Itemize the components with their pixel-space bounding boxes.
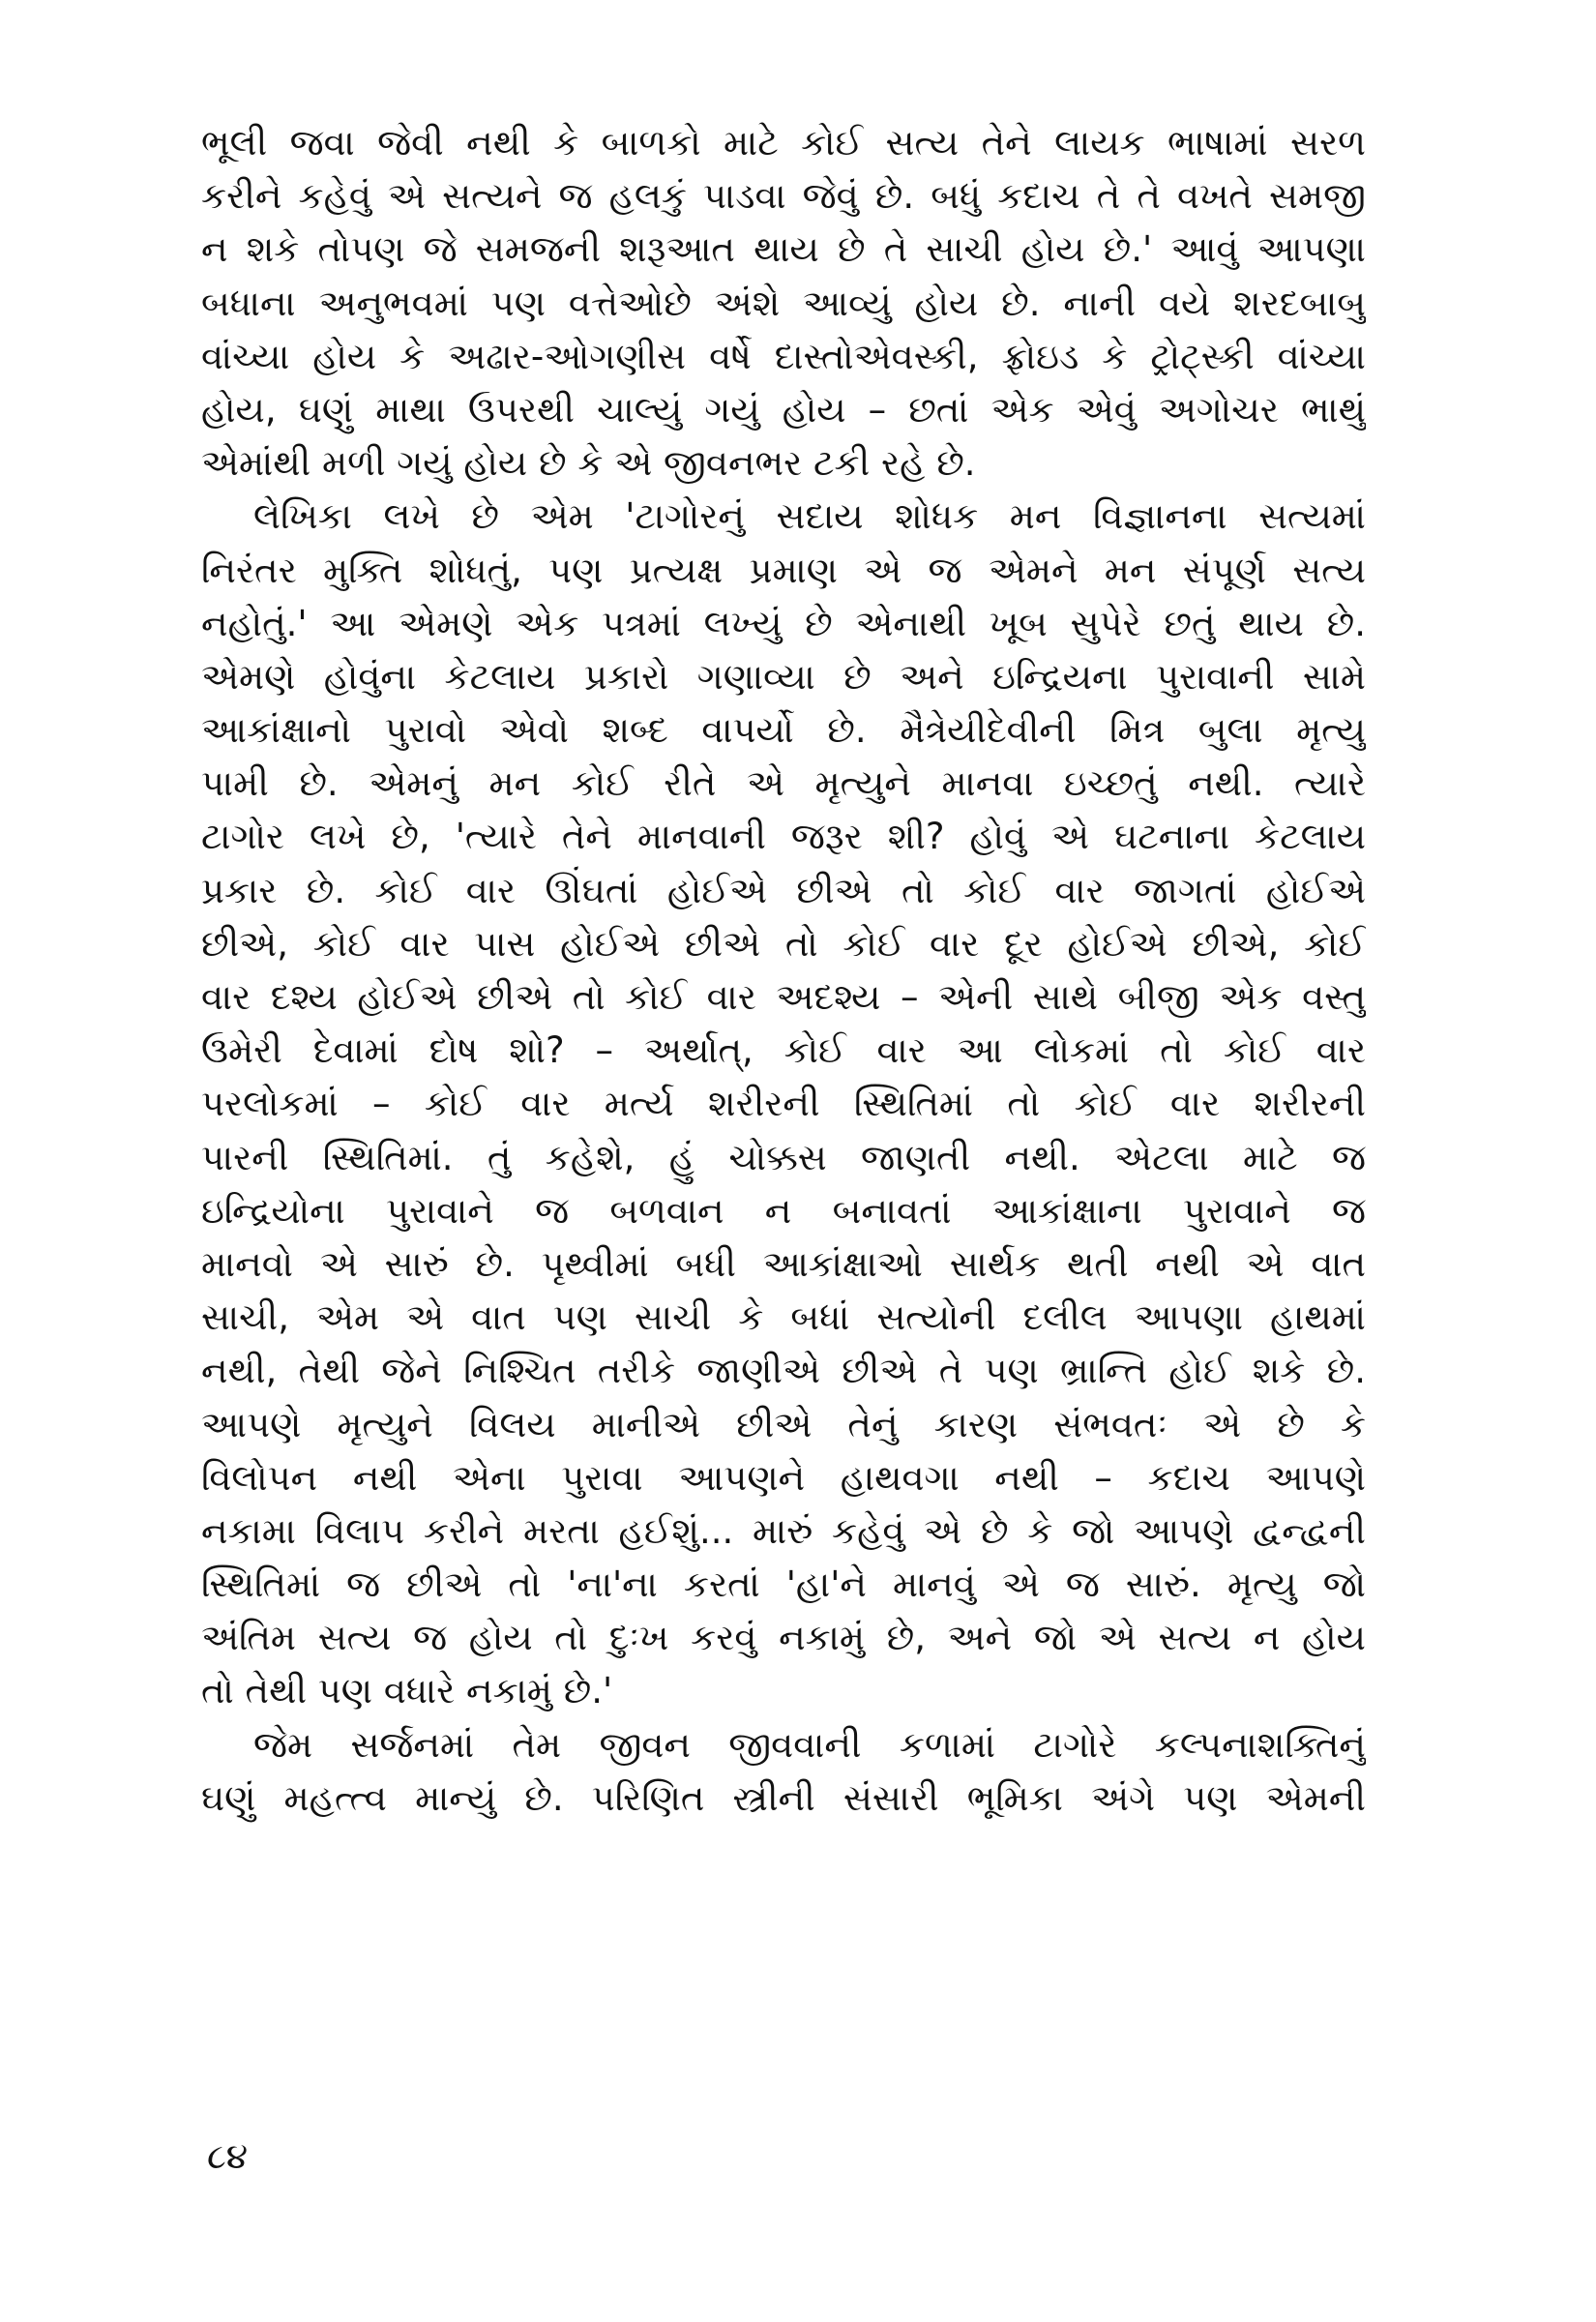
text-line: ભૂલી જવા જેવી નથી કે બાળકો માટે કોઈ સત્ય તેને લાયક ભાષામાં સરળ — [201, 122, 1366, 164]
text-line: વાર દશ્ય હોઈએ છીએ તો કોઈ વાર અદશ્ય – એની સાથે બીજી એક વસ્તુ — [201, 976, 1366, 1018]
text-line: નકામા વિલાપ કરીને મરતા હઈશું... મારું કહેવું એ છે કે જો આપણે દ્વન્દ્વની — [201, 1509, 1366, 1552]
text-line: એમણે હોવુંના કેટલાય પ્રકારો ગણાવ્યા છે અને ઇન્દ્રિયના પુરાવાની સામે — [201, 655, 1366, 698]
text-line: પારની સ્થિતિમાં. તું કહેશે, હું ચોક્કસ જાણતી નથી. એટલા માટે જ — [201, 1136, 1366, 1178]
text-line: આપણે મૃત્યુને વિલય માનીએ છીએ તેનું કારણ સંભવતઃ એ છે કે — [201, 1403, 1366, 1445]
text-line: નથી, તેથી જેને નિશ્ચિત તરીકે જાણીએ છીએ તે પણ ભ્રાન્તિ હોઈ શકે છે. — [201, 1350, 1366, 1392]
text-line: પ્રકાર છે. કોઈ વાર ઊંઘતાં હોઈએ છીએ તો કોઈ વાર જાગતાં હોઈએ — [201, 869, 1366, 911]
text-line: સાચી, એમ એ વાત પણ સાચી કે બધાં સત્યોની દલીલ આપણા હાથમાં — [201, 1296, 1366, 1339]
text-line: નહોતું.' આ એમણે એક પત્રમાં લખ્યું છે એનાથી ખૂબ સુપેરે છતું થાય છે. — [201, 602, 1366, 644]
text-line: પામી છે. એમનું મન કોઈ રીતે એ મૃત્યુને માનવા ઇચ્છતું નથી. ત્યારે — [201, 762, 1366, 805]
text-line: હોય, ઘણું માથા ઉપરથી ચાલ્યું ગયું હોય – છતાં એક એવું અગોચર ભાથું — [201, 388, 1366, 431]
text-line: લેખિકા લખે છે એમ 'ટાગોરનું સદાય શોધક મન વિજ્ઞાનના સત્યમાં — [253, 495, 1366, 538]
text-line: ટાગોર લખે છે, 'ત્યારે તેને માનવાની જરૂર શી? હોવું એ ઘટનાના કેટલાય — [201, 816, 1366, 858]
text-line: એમાંથી મળી ગયું હોય છે કે એ જીવનભર ટકી રહે છે. — [201, 442, 976, 485]
text-line: ન શકે તોપણ જે સમજની શરૂઆત થાય છે તે સાચી હોય છે.' આવું આપણા — [201, 228, 1366, 271]
text-line: અંતિમ સત્ય જ હોય તો દુઃખ કરવું નકામું છે, અને જો એ સત્ય ન હોય — [201, 1617, 1366, 1659]
text-line: ઇન્દ્રિયોના પુરાવાને જ બળવાન ન બનાવતાં આકાંક્ષાના પુરાવાને જ — [201, 1189, 1366, 1232]
text-line: આકાંક્ષાનો પુરાવો એવો શબ્દ વાપર્યો છે. મૈત્રેયીદેવીની મિત્ર બુલા મૃત્યુ — [201, 709, 1366, 752]
body-text — [201, 116, 1366, 1825]
text-line: વિલોપન નથી એના પુરાવા આપણને હાથવગા નથી – કદાચ આપણે — [201, 1456, 1366, 1499]
text-line: ઘણું મહત્ત્વ માન્યું છે. પરિણિત સ્ત્રીની સંસારી ભૂમિકા અંગે પણ એમની — [201, 1776, 1366, 1819]
text-line: નિરંતર મુક્તિ શોધતું, પણ પ્રત્યક્ષ પ્રમાણ એ જ એમને મન સંપૂર્ણ સત્ય — [201, 549, 1366, 591]
text-line: સ્થિતિમાં જ છીએ તો 'ના'ના કરતાં 'હા'ને માનવું એ જ સારું. મૃત્યુ જો — [201, 1563, 1366, 1606]
text-line: જેમ સર્જનમાં તેમ જીવન જીવવાની કળામાં ટાગોરે કલ્પનાશક્તિનું — [253, 1723, 1366, 1766]
text-line: પરલોકમાં – કોઈ વાર મર્ત્ય શરીરની સ્થિતિમાં તો કોઈ વાર શરીરની — [201, 1083, 1366, 1125]
paragraph — [201, 1718, 1366, 1825]
text-line: વાંચ્યા હોય કે અઢાર-ઓગણીસ વર્ષે દાસ્તોએવસ્કી, ફ્રોઇડ કે ટ્રોટ્સ્કી વાંચ્યા — [201, 335, 1366, 377]
text-line: ઉમેરી દેવામાં દોષ શો? – અર્થાત્, કોઈ વાર આ લોકમાં તો કોઈ વાર — [201, 1029, 1366, 1072]
page-number: ૮૪ — [207, 2137, 249, 2177]
text-line: બધાના અનુભવમાં પણ વત્તેઓછે અંશે આવ્યું હોય છે. નાની વયે શરદબાબુ — [201, 282, 1366, 324]
text-line: છીએ, કોઈ વાર પાસ હોઈએ છીએ તો કોઈ વાર દૂર હોઈએ છીએ, કોઈ — [201, 922, 1366, 965]
text-line: માનવો એ સારું છે. પૃથ્વીમાં બધી આકાંક્ષાઓ સાર્થક થતી નથી એ વાત — [201, 1242, 1366, 1285]
text-line: તો તેથી પણ વધારે નકામું છે.' — [201, 1670, 613, 1712]
paragraph — [201, 490, 1366, 1717]
text-line: કરીને કહેવું એ સત્યને જ હલકું પાડવા જેવું છે. બધું કદાચ તે તે વખતે સમજી — [201, 175, 1366, 218]
paragraph — [201, 116, 1366, 490]
